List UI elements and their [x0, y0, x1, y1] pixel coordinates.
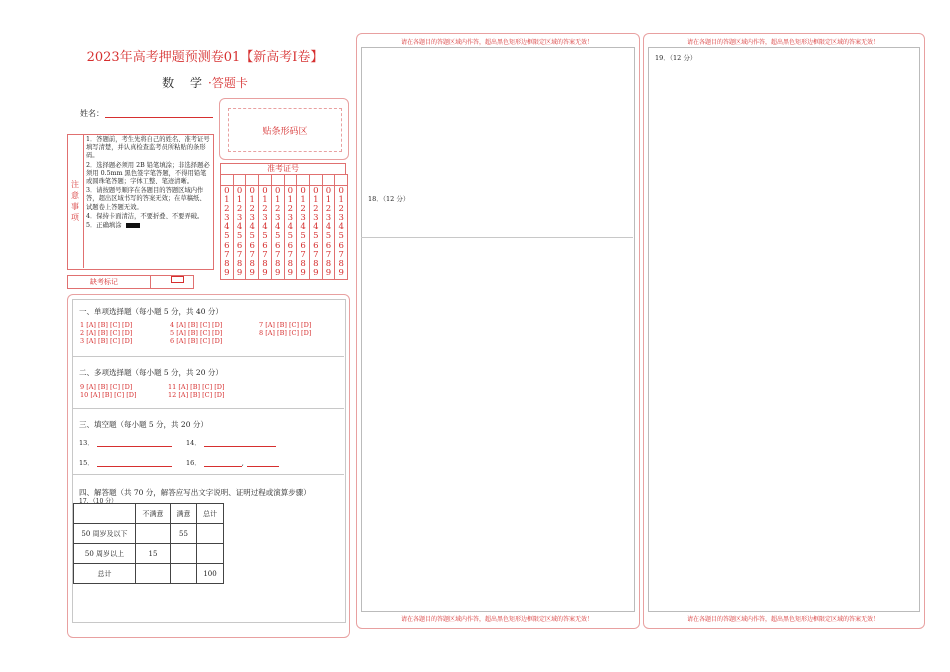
digit-bubble[interactable]: 5	[236, 231, 243, 242]
digit-bubble[interactable]: 6	[262, 240, 268, 251]
choice-row[interactable]: 2 [A] [B] [C] [D]	[80, 329, 133, 337]
choice-row[interactable]: 10 [A] [B] [C] [D]	[80, 391, 137, 399]
filled-mark-example	[126, 223, 140, 228]
digit-bubble[interactable]: 1	[274, 195, 281, 206]
digit-bubble[interactable]: 6	[287, 240, 294, 251]
exam-number-column	[259, 175, 272, 279]
table-row: 50 周岁以上 15	[74, 544, 224, 564]
divider	[72, 408, 344, 409]
section1-col3	[259, 321, 311, 337]
divider	[361, 237, 633, 238]
digit-bubble[interactable]: 0	[313, 186, 319, 196]
digit-bubble[interactable]: 0	[249, 186, 255, 196]
digit-bubble[interactable]: 4	[224, 222, 230, 233]
digit-bubble[interactable]: 1	[236, 195, 243, 206]
digit-bubble[interactable]: 3	[236, 213, 243, 224]
exam-number-digits	[234, 186, 246, 278]
digit-bubble[interactable]: 9	[274, 267, 281, 278]
digit-bubble[interactable]: 5	[249, 231, 255, 242]
digit-bubble[interactable]: 2	[224, 204, 230, 215]
digit-bubble[interactable]: 4	[338, 222, 344, 233]
exam-number-write-cell[interactable]	[297, 175, 309, 186]
digit-bubble[interactable]: 6	[249, 240, 255, 251]
digit-bubble[interactable]: 7	[338, 249, 344, 260]
digit-bubble[interactable]: 3	[313, 213, 319, 224]
digit-bubble[interactable]: 2	[313, 204, 319, 215]
digit-bubble[interactable]: 4	[236, 222, 243, 233]
table-row: 50 周岁及以下 55	[74, 524, 224, 544]
digit-bubble[interactable]: 1	[249, 195, 255, 206]
digit-bubble[interactable]: 8	[287, 258, 294, 269]
exam-number-write-cell[interactable]	[272, 175, 284, 186]
choice-row[interactable]: 8 [A] [B] [C] [D]	[259, 329, 312, 337]
digit-bubble[interactable]: 8	[325, 258, 332, 269]
digit-bubble[interactable]: 2	[262, 204, 268, 215]
digit-bubble[interactable]: 3	[338, 213, 344, 224]
q17-label: 17．（10 分）	[79, 498, 118, 505]
digit-bubble[interactable]: 6	[325, 240, 332, 251]
digit-bubble[interactable]: 7	[262, 249, 268, 260]
answer-area-18[interactable]	[361, 47, 635, 612]
digit-bubble[interactable]: 9	[313, 267, 319, 278]
exam-number-title: 准考证号	[220, 163, 346, 175]
section2-col1	[80, 383, 136, 399]
digit-bubble[interactable]: 0	[236, 186, 243, 196]
digit-bubble[interactable]: 0	[274, 186, 281, 196]
digit-bubble[interactable]: 8	[236, 258, 243, 269]
digit-bubble[interactable]: 3	[262, 213, 268, 224]
digit-bubble[interactable]: 0	[338, 186, 344, 196]
choice-row[interactable]: 9 [A] [B] [C] [D]	[80, 383, 133, 391]
bottom-warning: 请在各题目的答题区域内作答，超出黑色矩形边框限定区域的答案无效！	[686, 616, 879, 623]
digit-bubble[interactable]: 8	[300, 258, 306, 269]
notice-side-label: 注 意 事 项	[67, 134, 84, 268]
choice-row[interactable]: 12 [A] [B] [C] [D]	[168, 391, 225, 399]
digit-bubble[interactable]: 4	[274, 222, 281, 233]
fill-blank-14: 14．	[186, 438, 276, 447]
section3-title: 三、填空题（每小题 5 分，共 20 分）	[79, 420, 208, 429]
notice-list	[86, 136, 210, 231]
digit-bubble[interactable]: 9	[249, 267, 255, 278]
answer-area-19[interactable]	[648, 47, 920, 612]
digit-bubble[interactable]: 1	[313, 195, 319, 206]
choice-row[interactable]: 3 [A] [B] [C] [D]	[80, 337, 133, 345]
exam-number-column	[335, 175, 347, 279]
table-row: 不满意 满意 总计	[74, 504, 224, 524]
digit-bubble[interactable]: 4	[300, 222, 306, 233]
digit-bubble[interactable]: 7	[274, 249, 281, 260]
digit-bubble[interactable]: 9	[224, 267, 230, 278]
digit-bubble[interactable]: 4	[287, 222, 294, 233]
exam-number-write-cell[interactable]	[234, 175, 246, 186]
exam-number-column	[272, 175, 285, 279]
digit-bubble[interactable]: 8	[249, 258, 255, 269]
q18-label: 18．（12 分）	[368, 195, 410, 203]
section1-col2	[170, 321, 222, 345]
digit-bubble[interactable]: 9	[287, 267, 294, 278]
exam-number-digits	[221, 186, 233, 278]
exam-number-write-cell[interactable]	[310, 175, 322, 186]
digit-bubble[interactable]: 5	[274, 231, 281, 242]
exam-number-column	[310, 175, 323, 279]
digit-bubble[interactable]: 3	[325, 213, 332, 224]
exam-number-column	[221, 175, 234, 279]
digit-bubble[interactable]: 7	[236, 249, 243, 260]
digit-bubble[interactable]: 5	[224, 231, 230, 242]
digit-bubble[interactable]: 6	[236, 240, 243, 251]
digit-bubble[interactable]: 4	[262, 222, 268, 233]
exam-number-digits	[246, 186, 258, 278]
exam-number-digits	[272, 186, 284, 278]
name-label: 姓名：	[80, 109, 104, 118]
digit-bubble[interactable]: 3	[274, 213, 281, 224]
digit-bubble[interactable]: 2	[236, 204, 243, 215]
digit-bubble[interactable]: 1	[262, 195, 268, 206]
absent-label: 缺考标记	[90, 278, 118, 286]
exam-number-column	[246, 175, 259, 279]
exam-number-digits	[259, 186, 271, 278]
digit-bubble[interactable]: 5	[325, 231, 332, 242]
exam-number-write-cell[interactable]	[246, 175, 258, 186]
digit-bubble[interactable]: 5	[287, 231, 294, 242]
digit-bubble[interactable]: 0	[262, 186, 268, 196]
digit-bubble[interactable]: 8	[313, 258, 319, 269]
digit-bubble[interactable]: 0	[287, 186, 294, 196]
digit-bubble[interactable]: 8	[338, 258, 344, 269]
bottom-warning: 请在各题目的答题区域内作答，超出黑色矩形边框限定区域的答案无效！	[400, 616, 593, 623]
exam-number-digits	[310, 186, 322, 278]
digit-bubble[interactable]: 7	[249, 249, 255, 260]
answer-card-label: ·答题卡	[208, 76, 248, 90]
absent-checkbox[interactable]	[171, 276, 184, 283]
digit-bubble[interactable]: 9	[236, 267, 243, 278]
divider	[150, 276, 151, 288]
digit-bubble[interactable]: 4	[313, 222, 319, 233]
digit-bubble[interactable]: 0	[224, 186, 230, 196]
digit-bubble[interactable]: 8	[262, 258, 268, 269]
answer-line[interactable]	[204, 446, 276, 447]
exam-number-column	[285, 175, 298, 279]
exam-number-write-cell[interactable]	[285, 175, 297, 186]
choice-row[interactable]: 6 [A] [B] [C] [D]	[170, 337, 223, 345]
digit-bubble[interactable]: 7	[224, 249, 230, 260]
digit-bubble[interactable]: 3	[249, 213, 255, 224]
answer-line[interactable]	[97, 466, 172, 467]
digit-bubble[interactable]: 9	[300, 267, 306, 278]
table-row: 总计 100	[74, 564, 224, 584]
q19-label: 19．（12 分）	[655, 54, 697, 62]
section2-col2	[168, 383, 224, 399]
section4-title: 四、解答题（共 70 分，解答应写出文字说明、证明过程或演算步骤）	[79, 488, 311, 497]
digit-bubble[interactable]: 1	[224, 195, 230, 206]
digit-bubble[interactable]: 6	[300, 240, 306, 251]
barcode-label: 贴条形码区	[228, 108, 342, 152]
digit-bubble[interactable]: 7	[313, 249, 319, 260]
notice-item: 5．正确填涂	[86, 222, 210, 230]
notice-item: 1．答题前，考生先将自己的姓名、准考证号填写清楚，并认真检查监考员所粘贴的条形码。	[86, 136, 210, 160]
digit-bubble[interactable]: 6	[338, 240, 344, 251]
digit-bubble[interactable]: 5	[300, 231, 306, 242]
answer-line[interactable]	[204, 466, 242, 467]
exam-number-write-cell[interactable]	[323, 175, 335, 186]
page-subtitle	[60, 74, 350, 91]
divider	[72, 474, 344, 475]
notice-item: 4．保持卡面清洁，不要折叠、不要弄破。	[86, 212, 204, 220]
exam-number-digits	[285, 186, 297, 278]
exam-number-digits	[323, 186, 335, 278]
answer-line[interactable]	[97, 446, 172, 447]
digit-bubble[interactable]: 6	[274, 240, 281, 251]
top-warning: 请在各题目的答题区域内作答，超出黑色矩形边框限定区域的答案无效！	[400, 39, 593, 46]
digit-bubble[interactable]: 3	[287, 213, 294, 224]
digit-bubble[interactable]: 8	[224, 258, 230, 269]
fill-blank-15: 15．	[79, 458, 172, 467]
digit-bubble[interactable]: 2	[274, 204, 281, 215]
subject-label: 数 学	[162, 76, 208, 90]
digit-bubble[interactable]: 5	[262, 231, 268, 242]
exam-number-write-cell[interactable]	[221, 175, 233, 186]
digit-bubble[interactable]: 9	[325, 267, 332, 278]
digit-bubble[interactable]: 4	[325, 222, 332, 233]
digit-bubble[interactable]: 9	[338, 267, 344, 278]
digit-bubble[interactable]: 6	[313, 240, 319, 251]
digit-bubble[interactable]: 2	[287, 204, 294, 215]
page-title: 2023年高考押题预测卷01【新高考Ⅰ卷】	[86, 50, 324, 65]
digit-bubble[interactable]: 2	[300, 204, 306, 215]
choice-row[interactable]: 7 [A] [B] [C] [D]	[259, 321, 312, 329]
exam-number-write-cell[interactable]	[259, 175, 271, 186]
section2-title: 二、多项选择题（每小题 5 分，共 20 分）	[79, 368, 223, 377]
digit-bubble[interactable]: 5	[338, 231, 344, 242]
exam-number-column	[234, 175, 247, 279]
fill-blank-16: 16． ,	[186, 458, 279, 467]
digit-bubble[interactable]: 6	[224, 240, 230, 251]
digit-bubble[interactable]: 0	[300, 186, 306, 196]
notice-item: 2．选择题必须用 2B 铅笔填涂；非选择题必须用 0.5mm 黑色签字笔答题，不得用铅笔或圆珠笔答题；字体工整、笔迹清晰。	[86, 161, 210, 186]
digit-bubble[interactable]: 3	[300, 213, 306, 224]
digit-bubble[interactable]: 8	[274, 258, 281, 269]
exam-number-write-cell[interactable]	[335, 175, 347, 186]
exam-number-column	[297, 175, 310, 279]
digit-bubble[interactable]: 0	[325, 186, 332, 196]
divider	[72, 356, 344, 357]
digit-bubble[interactable]: 1	[287, 195, 294, 206]
fill-blank-13: 13．	[79, 438, 172, 447]
digit-bubble[interactable]: 9	[262, 267, 268, 278]
name-input-line[interactable]	[105, 117, 213, 118]
digit-bubble[interactable]: 1	[325, 195, 332, 206]
choice-row[interactable]: 11 [A] [B] [C] [D]	[168, 383, 225, 391]
exam-number-digits	[297, 186, 309, 278]
answer-line[interactable]	[247, 466, 279, 467]
choice-row[interactable]: 5 [A] [B] [C] [D]	[170, 329, 223, 337]
digit-bubble[interactable]: 1	[300, 195, 306, 206]
exam-number-grid	[220, 174, 348, 280]
digit-bubble[interactable]: 2	[338, 204, 344, 215]
digit-bubble[interactable]: 2	[249, 204, 255, 215]
digit-bubble[interactable]: 5	[313, 231, 319, 242]
section1-col1	[80, 321, 132, 345]
exam-number-digits	[335, 186, 347, 278]
digit-bubble[interactable]: 1	[338, 195, 344, 206]
choice-row[interactable]: 1 [A] [B] [C] [D]	[80, 321, 133, 329]
digit-bubble[interactable]: 7	[300, 249, 306, 260]
choice-row[interactable]: 4 [A] [B] [C] [D]	[170, 321, 223, 329]
digit-bubble[interactable]: 4	[249, 222, 255, 233]
exam-number-column	[323, 175, 336, 279]
digit-bubble[interactable]: 3	[224, 213, 230, 224]
digit-bubble[interactable]: 7	[287, 249, 294, 260]
top-warning: 请在各题目的答题区域内作答，超出黑色矩形边框限定区域的答案无效！	[686, 39, 879, 46]
q17-table	[73, 503, 224, 584]
notice-item: 3．请按题号顺序在各题目的答题区域内作答，超出区域书写的答案无效；在草稿纸、试题卷上答题无效。	[86, 187, 206, 211]
digit-bubble[interactable]: 7	[325, 249, 332, 260]
digit-bubble[interactable]: 2	[325, 204, 332, 215]
section1-title: 一、单项选择题（每小题 5 分，共 40 分）	[79, 307, 223, 316]
